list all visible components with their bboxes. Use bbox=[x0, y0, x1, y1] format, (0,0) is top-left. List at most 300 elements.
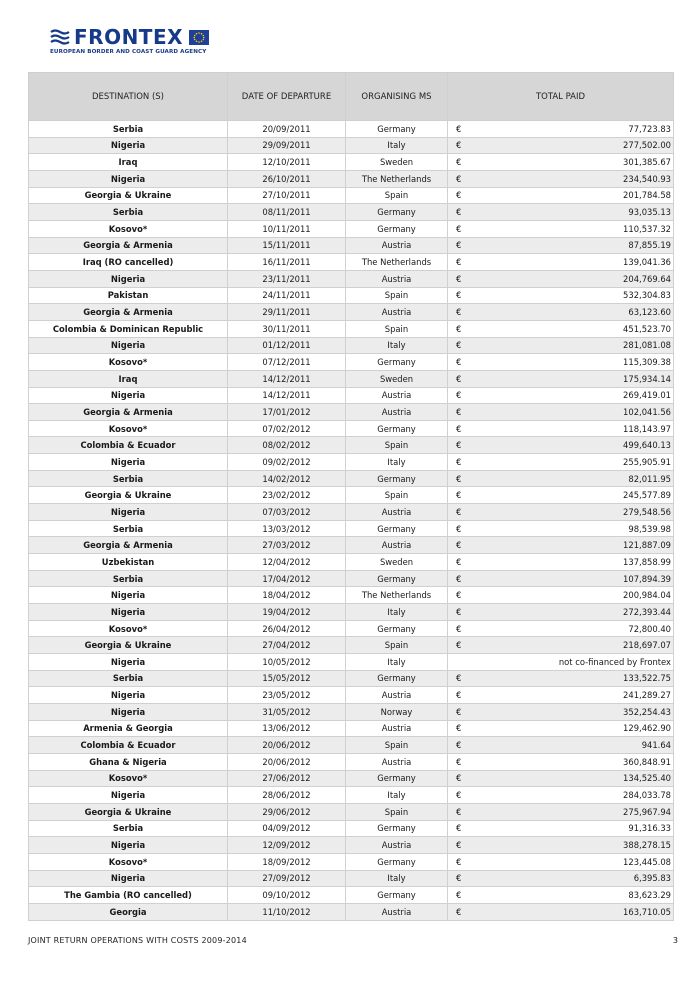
total-paid-note-cell: not co-financed by Frontex bbox=[448, 654, 674, 671]
table-row bbox=[29, 204, 674, 221]
currency-cell: € bbox=[448, 121, 468, 138]
table-row bbox=[29, 903, 674, 920]
page-number: 3 bbox=[672, 936, 678, 945]
total-paid-cell: 201,784.58 bbox=[468, 187, 674, 204]
destination-cell: Nigeria bbox=[29, 787, 228, 804]
total-paid-cell: 255,905.91 bbox=[468, 454, 674, 471]
currency-cell: € bbox=[448, 504, 468, 521]
total-paid-cell: 218,697.07 bbox=[468, 637, 674, 654]
total-paid-cell: 499,640.13 bbox=[468, 437, 674, 454]
currency-cell: € bbox=[448, 254, 468, 271]
total-paid-cell: 279,548.56 bbox=[468, 504, 674, 521]
organising-ms-cell: Austria bbox=[346, 404, 448, 421]
destination-cell: Nigeria bbox=[29, 504, 228, 521]
total-paid-cell: 272,393.44 bbox=[468, 604, 674, 621]
date-cell: 10/05/2012 bbox=[228, 654, 346, 671]
destination-cell: Georgia & Armenia bbox=[29, 304, 228, 321]
date-cell: 27/09/2012 bbox=[228, 870, 346, 887]
date-cell: 17/01/2012 bbox=[228, 404, 346, 421]
column-header-total-paid: TOTAL PAID bbox=[448, 73, 674, 121]
currency-cell: € bbox=[448, 520, 468, 537]
organising-ms-cell: Spain bbox=[346, 320, 448, 337]
destination-cell: Georgia & Ukraine bbox=[29, 637, 228, 654]
organising-ms-cell: Germany bbox=[346, 470, 448, 487]
currency-cell: € bbox=[448, 204, 468, 221]
table-row bbox=[29, 470, 674, 487]
total-paid-cell: 107,894.39 bbox=[468, 570, 674, 587]
table-row bbox=[29, 254, 674, 271]
destination-cell: Nigeria bbox=[29, 870, 228, 887]
frontex-waves-icon bbox=[50, 29, 70, 45]
date-cell: 31/05/2012 bbox=[228, 703, 346, 720]
organising-ms-cell: Germany bbox=[346, 220, 448, 237]
destination-cell: Nigeria bbox=[29, 687, 228, 704]
total-paid-cell: 110,537.32 bbox=[468, 220, 674, 237]
date-cell: 01/12/2011 bbox=[228, 337, 346, 354]
destination-cell: Colombia & Dominican Republic bbox=[29, 320, 228, 337]
table-row bbox=[29, 554, 674, 571]
table-row bbox=[29, 487, 674, 504]
date-cell: 17/04/2012 bbox=[228, 570, 346, 587]
organising-ms-cell: Germany bbox=[346, 420, 448, 437]
table-row bbox=[29, 753, 674, 770]
destination-cell: Nigeria bbox=[29, 703, 228, 720]
organising-ms-cell: Austria bbox=[346, 903, 448, 920]
total-paid-cell: 102,041.56 bbox=[468, 404, 674, 421]
organising-ms-cell: Italy bbox=[346, 654, 448, 671]
currency-cell: € bbox=[448, 570, 468, 587]
organising-ms-cell: Italy bbox=[346, 337, 448, 354]
currency-cell: € bbox=[448, 220, 468, 237]
currency-cell: € bbox=[448, 304, 468, 321]
destination-cell: Kosovo* bbox=[29, 420, 228, 437]
destination-cell: Colombia & Ecuador bbox=[29, 437, 228, 454]
organising-ms-cell: Italy bbox=[346, 870, 448, 887]
organising-ms-cell: Germany bbox=[346, 770, 448, 787]
currency-cell: € bbox=[448, 487, 468, 504]
table-row bbox=[29, 887, 674, 904]
table-row bbox=[29, 787, 674, 804]
date-cell: 29/11/2011 bbox=[228, 304, 346, 321]
organising-ms-cell: Germany bbox=[346, 354, 448, 371]
total-paid-cell: 352,254.43 bbox=[468, 703, 674, 720]
currency-cell: € bbox=[448, 637, 468, 654]
date-cell: 18/04/2012 bbox=[228, 587, 346, 604]
date-cell: 26/10/2011 bbox=[228, 170, 346, 187]
destination-cell: Georgia & Armenia bbox=[29, 404, 228, 421]
table-row bbox=[29, 237, 674, 254]
currency-cell: € bbox=[448, 154, 468, 171]
column-header-date-of-departure: DATE OF DEPARTURE bbox=[228, 73, 346, 121]
date-cell: 27/10/2011 bbox=[228, 187, 346, 204]
column-header-destination: DESTINATION (S) bbox=[29, 73, 228, 121]
total-paid-cell: 941.64 bbox=[468, 737, 674, 754]
table-row bbox=[29, 170, 674, 187]
total-paid-cell: 87,855.19 bbox=[468, 237, 674, 254]
destination-cell: Nigeria bbox=[29, 270, 228, 287]
currency-cell: € bbox=[448, 387, 468, 404]
destination-cell: Armenia & Georgia bbox=[29, 720, 228, 737]
date-cell: 23/05/2012 bbox=[228, 687, 346, 704]
total-paid-cell: 163,710.05 bbox=[468, 903, 674, 920]
date-cell: 09/02/2012 bbox=[228, 454, 346, 471]
currency-cell: € bbox=[448, 270, 468, 287]
table-row bbox=[29, 220, 674, 237]
currency-cell: € bbox=[448, 670, 468, 687]
table-row bbox=[29, 703, 674, 720]
total-paid-cell: 91,316.33 bbox=[468, 820, 674, 837]
destination-cell: Pakistan bbox=[29, 287, 228, 304]
organising-ms-cell: Austria bbox=[346, 237, 448, 254]
date-cell: 07/02/2012 bbox=[228, 420, 346, 437]
date-cell: 12/09/2012 bbox=[228, 837, 346, 854]
currency-cell: € bbox=[448, 237, 468, 254]
currency-cell: € bbox=[448, 170, 468, 187]
total-paid-cell: 234,540.93 bbox=[468, 170, 674, 187]
total-paid-cell: 284,033.78 bbox=[468, 787, 674, 804]
currency-cell: € bbox=[448, 604, 468, 621]
destination-cell: Nigeria bbox=[29, 454, 228, 471]
destination-cell: Nigeria bbox=[29, 654, 228, 671]
frontex-wordmark: FRONTEX bbox=[74, 25, 184, 49]
table-row bbox=[29, 304, 674, 321]
table-row bbox=[29, 187, 674, 204]
currency-cell: € bbox=[448, 820, 468, 837]
destination-cell: Nigeria bbox=[29, 604, 228, 621]
organising-ms-cell: Italy bbox=[346, 454, 448, 471]
table-row bbox=[29, 454, 674, 471]
total-paid-cell: 388,278.15 bbox=[468, 837, 674, 854]
destination-cell: Kosovo* bbox=[29, 620, 228, 637]
date-cell: 26/04/2012 bbox=[228, 620, 346, 637]
table-row bbox=[29, 387, 674, 404]
organising-ms-cell: Austria bbox=[346, 837, 448, 854]
table-row bbox=[29, 620, 674, 637]
date-cell: 20/06/2012 bbox=[228, 737, 346, 754]
destination-cell: Serbia bbox=[29, 470, 228, 487]
currency-cell: € bbox=[448, 554, 468, 571]
date-cell: 24/11/2011 bbox=[228, 287, 346, 304]
destination-cell: The Gambia (RO cancelled) bbox=[29, 887, 228, 904]
organising-ms-cell: Sweden bbox=[346, 554, 448, 571]
destination-cell: Serbia bbox=[29, 520, 228, 537]
currency-cell: € bbox=[448, 587, 468, 604]
currency-cell: € bbox=[448, 187, 468, 204]
destination-cell: Iraq bbox=[29, 370, 228, 387]
table-row bbox=[29, 637, 674, 654]
organising-ms-cell: Austria bbox=[346, 504, 448, 521]
table-row bbox=[29, 870, 674, 887]
organising-ms-cell: Austria bbox=[346, 387, 448, 404]
currency-cell: € bbox=[448, 320, 468, 337]
table-row bbox=[29, 370, 674, 387]
currency-cell: € bbox=[448, 437, 468, 454]
table-row bbox=[29, 803, 674, 820]
destination-cell: Nigeria bbox=[29, 387, 228, 404]
total-paid-cell: 245,577.89 bbox=[468, 487, 674, 504]
table-row bbox=[29, 154, 674, 171]
footer-title: JOINT RETURN OPERATIONS WITH COSTS 2009-2014 bbox=[28, 936, 247, 945]
table-row bbox=[29, 320, 674, 337]
organising-ms-cell: Spain bbox=[346, 637, 448, 654]
organising-ms-cell: Germany bbox=[346, 121, 448, 138]
total-paid-cell: 451,523.70 bbox=[468, 320, 674, 337]
organising-ms-cell: Germany bbox=[346, 520, 448, 537]
total-paid-cell: 139,041.36 bbox=[468, 254, 674, 271]
date-cell: 19/04/2012 bbox=[228, 604, 346, 621]
organising-ms-cell: Germany bbox=[346, 204, 448, 221]
table-row bbox=[29, 337, 674, 354]
table-row bbox=[29, 737, 674, 754]
total-paid-cell: 77,723.83 bbox=[468, 121, 674, 138]
currency-cell: € bbox=[448, 287, 468, 304]
destination-cell: Iraq bbox=[29, 154, 228, 171]
currency-cell: € bbox=[448, 803, 468, 820]
organising-ms-cell: Norway bbox=[346, 703, 448, 720]
destination-cell: Serbia bbox=[29, 204, 228, 221]
table-row bbox=[29, 420, 674, 437]
total-paid-cell: 118,143.97 bbox=[468, 420, 674, 437]
destination-cell: Nigeria bbox=[29, 137, 228, 154]
currency-cell: € bbox=[448, 370, 468, 387]
table-row bbox=[29, 504, 674, 521]
destination-cell: Serbia bbox=[29, 121, 228, 138]
date-cell: 14/12/2011 bbox=[228, 387, 346, 404]
date-cell: 12/04/2012 bbox=[228, 554, 346, 571]
currency-cell: € bbox=[448, 687, 468, 704]
currency-cell: € bbox=[448, 454, 468, 471]
destination-cell: Kosovo* bbox=[29, 354, 228, 371]
organising-ms-cell: Austria bbox=[346, 687, 448, 704]
total-paid-cell: 72,800.40 bbox=[468, 620, 674, 637]
organising-ms-cell: Spain bbox=[346, 737, 448, 754]
table-row bbox=[29, 820, 674, 837]
table-row bbox=[29, 520, 674, 537]
table-row bbox=[29, 587, 674, 604]
currency-cell: € bbox=[448, 537, 468, 554]
table-row bbox=[29, 670, 674, 687]
table-row bbox=[29, 354, 674, 371]
total-paid-cell: 532,304.83 bbox=[468, 287, 674, 304]
currency-cell: € bbox=[448, 753, 468, 770]
destination-cell: Iraq (RO cancelled) bbox=[29, 254, 228, 271]
table-row bbox=[29, 537, 674, 554]
date-cell: 08/11/2011 bbox=[228, 204, 346, 221]
total-paid-cell: 175,934.14 bbox=[468, 370, 674, 387]
organising-ms-cell: Germany bbox=[346, 620, 448, 637]
table-row bbox=[29, 853, 674, 870]
date-cell: 28/06/2012 bbox=[228, 787, 346, 804]
date-cell: 14/12/2011 bbox=[228, 370, 346, 387]
table-row bbox=[29, 404, 674, 421]
destination-cell: Georgia & Armenia bbox=[29, 537, 228, 554]
date-cell: 27/06/2012 bbox=[228, 770, 346, 787]
date-cell: 20/06/2012 bbox=[228, 753, 346, 770]
date-cell: 04/09/2012 bbox=[228, 820, 346, 837]
organising-ms-cell: Spain bbox=[346, 437, 448, 454]
organising-ms-cell: Austria bbox=[346, 720, 448, 737]
date-cell: 29/06/2012 bbox=[228, 803, 346, 820]
table-row bbox=[29, 287, 674, 304]
table-row bbox=[29, 437, 674, 454]
date-cell: 20/09/2011 bbox=[228, 121, 346, 138]
currency-cell: € bbox=[448, 720, 468, 737]
date-cell: 15/05/2012 bbox=[228, 670, 346, 687]
date-cell: 29/09/2011 bbox=[228, 137, 346, 154]
total-paid-cell: 360,848.91 bbox=[468, 753, 674, 770]
currency-cell: € bbox=[448, 620, 468, 637]
currency-cell: € bbox=[448, 787, 468, 804]
date-cell: 27/03/2012 bbox=[228, 537, 346, 554]
organising-ms-cell: Austria bbox=[346, 304, 448, 321]
total-paid-cell: 269,419.01 bbox=[468, 387, 674, 404]
currency-cell: € bbox=[448, 404, 468, 421]
organising-ms-cell: Germany bbox=[346, 820, 448, 837]
date-cell: 23/11/2011 bbox=[228, 270, 346, 287]
total-paid-cell: 277,502.00 bbox=[468, 137, 674, 154]
table-row bbox=[29, 121, 674, 138]
organising-ms-cell: Sweden bbox=[346, 370, 448, 387]
destination-cell: Georgia & Ukraine bbox=[29, 487, 228, 504]
organising-ms-cell: Germany bbox=[346, 853, 448, 870]
total-paid-cell: 241,289.27 bbox=[468, 687, 674, 704]
destination-cell: Uzbekistan bbox=[29, 554, 228, 571]
currency-cell: € bbox=[448, 853, 468, 870]
currency-cell: € bbox=[448, 354, 468, 371]
organising-ms-cell: Austria bbox=[346, 537, 448, 554]
organising-ms-cell: Austria bbox=[346, 270, 448, 287]
organising-ms-cell: Germany bbox=[346, 887, 448, 904]
table-row bbox=[29, 570, 674, 587]
date-cell: 07/12/2011 bbox=[228, 354, 346, 371]
currency-cell: € bbox=[448, 870, 468, 887]
organising-ms-cell: The Netherlands bbox=[346, 587, 448, 604]
total-paid-cell: 137,858.99 bbox=[468, 554, 674, 571]
total-paid-cell: 63,123.60 bbox=[468, 304, 674, 321]
total-paid-cell: 6,395.83 bbox=[468, 870, 674, 887]
currency-cell: € bbox=[448, 337, 468, 354]
organising-ms-cell: Sweden bbox=[346, 154, 448, 171]
date-cell: 13/03/2012 bbox=[228, 520, 346, 537]
destination-cell: Nigeria bbox=[29, 587, 228, 604]
destination-cell: Nigeria bbox=[29, 837, 228, 854]
organising-ms-cell: Italy bbox=[346, 787, 448, 804]
column-header-organising-ms: ORGANISING MS bbox=[346, 73, 448, 121]
total-paid-cell: 133,522.75 bbox=[468, 670, 674, 687]
date-cell: 12/10/2011 bbox=[228, 154, 346, 171]
table-row bbox=[29, 654, 674, 671]
currency-cell: € bbox=[448, 887, 468, 904]
date-cell: 09/10/2012 bbox=[228, 887, 346, 904]
total-paid-cell: 83,623.29 bbox=[468, 887, 674, 904]
destination-cell: Colombia & Ecuador bbox=[29, 737, 228, 754]
table-row bbox=[29, 687, 674, 704]
table-row bbox=[29, 720, 674, 737]
table-body bbox=[29, 121, 674, 921]
table-row bbox=[29, 604, 674, 621]
date-cell: 15/11/2011 bbox=[228, 237, 346, 254]
currency-cell: € bbox=[448, 420, 468, 437]
date-cell: 27/04/2012 bbox=[228, 637, 346, 654]
table-row bbox=[29, 270, 674, 287]
total-paid-cell: 275,967.94 bbox=[468, 803, 674, 820]
currency-cell: € bbox=[448, 737, 468, 754]
table-header-row bbox=[29, 73, 674, 121]
destination-cell: Serbia bbox=[29, 820, 228, 837]
destination-cell: Nigeria bbox=[29, 337, 228, 354]
organising-ms-cell: Italy bbox=[346, 137, 448, 154]
total-paid-cell: 123,445.08 bbox=[468, 853, 674, 870]
date-cell: 07/03/2012 bbox=[228, 504, 346, 521]
return-operations-table-container bbox=[28, 72, 673, 921]
date-cell: 13/06/2012 bbox=[228, 720, 346, 737]
organising-ms-cell: Germany bbox=[346, 570, 448, 587]
date-cell: 18/09/2012 bbox=[228, 853, 346, 870]
currency-cell: € bbox=[448, 137, 468, 154]
destination-cell: Kosovo* bbox=[29, 853, 228, 870]
organising-ms-cell: The Netherlands bbox=[346, 170, 448, 187]
organising-ms-cell: Spain bbox=[346, 187, 448, 204]
date-cell: 14/02/2012 bbox=[228, 470, 346, 487]
destination-cell: Georgia & Ukraine bbox=[29, 803, 228, 820]
date-cell: 10/11/2011 bbox=[228, 220, 346, 237]
organising-ms-cell: Spain bbox=[346, 487, 448, 504]
total-paid-cell: 281,081.08 bbox=[468, 337, 674, 354]
destination-cell: Serbia bbox=[29, 570, 228, 587]
destination-cell: Serbia bbox=[29, 670, 228, 687]
return-operations-table bbox=[28, 72, 674, 921]
currency-cell: € bbox=[448, 770, 468, 787]
eu-flag-icon bbox=[189, 30, 209, 45]
total-paid-cell: 82,011.95 bbox=[468, 470, 674, 487]
destination-cell: Kosovo* bbox=[29, 770, 228, 787]
date-cell: 08/02/2012 bbox=[228, 437, 346, 454]
currency-cell: € bbox=[448, 903, 468, 920]
organising-ms-cell: Spain bbox=[346, 803, 448, 820]
date-cell: 23/02/2012 bbox=[228, 487, 346, 504]
total-paid-cell: 134,525.40 bbox=[468, 770, 674, 787]
total-paid-cell: 93,035.13 bbox=[468, 204, 674, 221]
organising-ms-cell: Italy bbox=[346, 604, 448, 621]
destination-cell: Georgia bbox=[29, 903, 228, 920]
table-row bbox=[29, 137, 674, 154]
destination-cell: Kosovo* bbox=[29, 220, 228, 237]
date-cell: 16/11/2011 bbox=[228, 254, 346, 271]
organising-ms-cell: Austria bbox=[346, 753, 448, 770]
currency-cell: € bbox=[448, 470, 468, 487]
total-paid-cell: 115,309.38 bbox=[468, 354, 674, 371]
organising-ms-cell: The Netherlands bbox=[346, 254, 448, 271]
total-paid-cell: 98,539.98 bbox=[468, 520, 674, 537]
total-paid-cell: 129,462.90 bbox=[468, 720, 674, 737]
destination-cell: Ghana & Nigeria bbox=[29, 753, 228, 770]
organising-ms-cell: Germany bbox=[346, 670, 448, 687]
destination-cell: Georgia & Armenia bbox=[29, 237, 228, 254]
total-paid-cell: 200,984.04 bbox=[468, 587, 674, 604]
currency-cell: € bbox=[448, 703, 468, 720]
date-cell: 30/11/2011 bbox=[228, 320, 346, 337]
organising-ms-cell: Spain bbox=[346, 287, 448, 304]
table-row bbox=[29, 837, 674, 854]
currency-cell: € bbox=[448, 837, 468, 854]
agency-tagline: EUROPEAN BORDER AND COAST GUARD AGENCY bbox=[50, 49, 207, 55]
table-row bbox=[29, 770, 674, 787]
frontex-logo bbox=[50, 26, 220, 58]
total-paid-cell: 301,385.67 bbox=[468, 154, 674, 171]
total-paid-cell: 204,769.64 bbox=[468, 270, 674, 287]
total-paid-cell: 121,887.09 bbox=[468, 537, 674, 554]
date-cell: 11/10/2012 bbox=[228, 903, 346, 920]
